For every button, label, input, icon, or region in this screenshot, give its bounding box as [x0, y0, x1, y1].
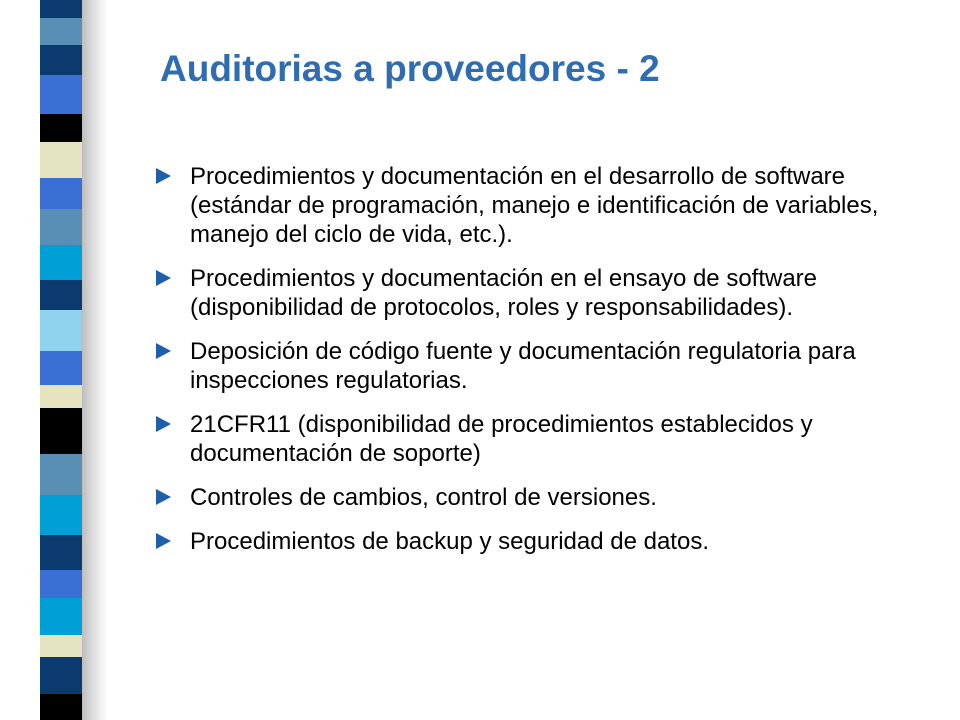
- strip-band: [40, 635, 82, 657]
- bullet-item: [156, 410, 916, 468]
- triangle-bullet-icon: [156, 270, 171, 286]
- bullet-list: [156, 162, 916, 571]
- bullet-text: Deposición de código fuente y documentación regulatoria para inspecciones regulatorias.: [190, 338, 856, 394]
- strip-band: [40, 310, 82, 351]
- strip-band: [40, 114, 82, 142]
- strip-band: [40, 0, 82, 18]
- decorative-color-strip: [40, 0, 82, 720]
- bullet-text: 21CFR11 (disponibilidad de procedimientos establecidos y documentación de soporte): [190, 411, 813, 467]
- triangle-bullet-icon: [156, 168, 171, 184]
- strip-band: [40, 142, 82, 179]
- strip-band: [40, 45, 82, 75]
- bullet-item: [156, 483, 916, 512]
- strip-band: [40, 694, 82, 720]
- strip-band: [40, 209, 82, 246]
- strip-band: [40, 535, 82, 569]
- strip-band: [40, 18, 82, 44]
- strip-band: [40, 178, 82, 208]
- bullet-text: Controles de cambios, control de versiones.: [190, 484, 657, 511]
- strip-band: [40, 570, 82, 598]
- strip-band: [40, 408, 82, 455]
- triangle-bullet-icon: [156, 489, 171, 505]
- slide-title: Auditorias a proveedores - 2: [160, 48, 660, 89]
- triangle-bullet-icon: [156, 533, 171, 549]
- bullet-text: Procedimientos y documentación en el ensayo de software (disponibilidad de protocolos, roles y responsabilidades).: [190, 265, 818, 321]
- strip-band: [40, 75, 82, 114]
- bullet-item: [156, 337, 916, 395]
- strip-band: [40, 657, 82, 694]
- strip-band: [40, 351, 82, 385]
- triangle-bullet-icon: [156, 343, 171, 359]
- strip-band: [40, 385, 82, 407]
- strip-band: [40, 280, 82, 310]
- bullet-item: [156, 162, 916, 249]
- strip-band: [40, 495, 82, 536]
- strip-band: [40, 454, 82, 495]
- strip-shadow: [82, 0, 108, 720]
- bullet-text: Procedimientos de backup y seguridad de datos.: [190, 528, 709, 555]
- bullet-text: Procedimientos y documentación en el desarrollo de software (estándar de programación, manejo e identificación de variables, manejo del ciclo de vida, etc.).: [190, 163, 879, 248]
- triangle-bullet-icon: [156, 416, 171, 432]
- bullet-item: [156, 264, 916, 322]
- bullet-item: [156, 527, 916, 556]
- strip-band: [40, 598, 82, 635]
- strip-band: [40, 245, 82, 279]
